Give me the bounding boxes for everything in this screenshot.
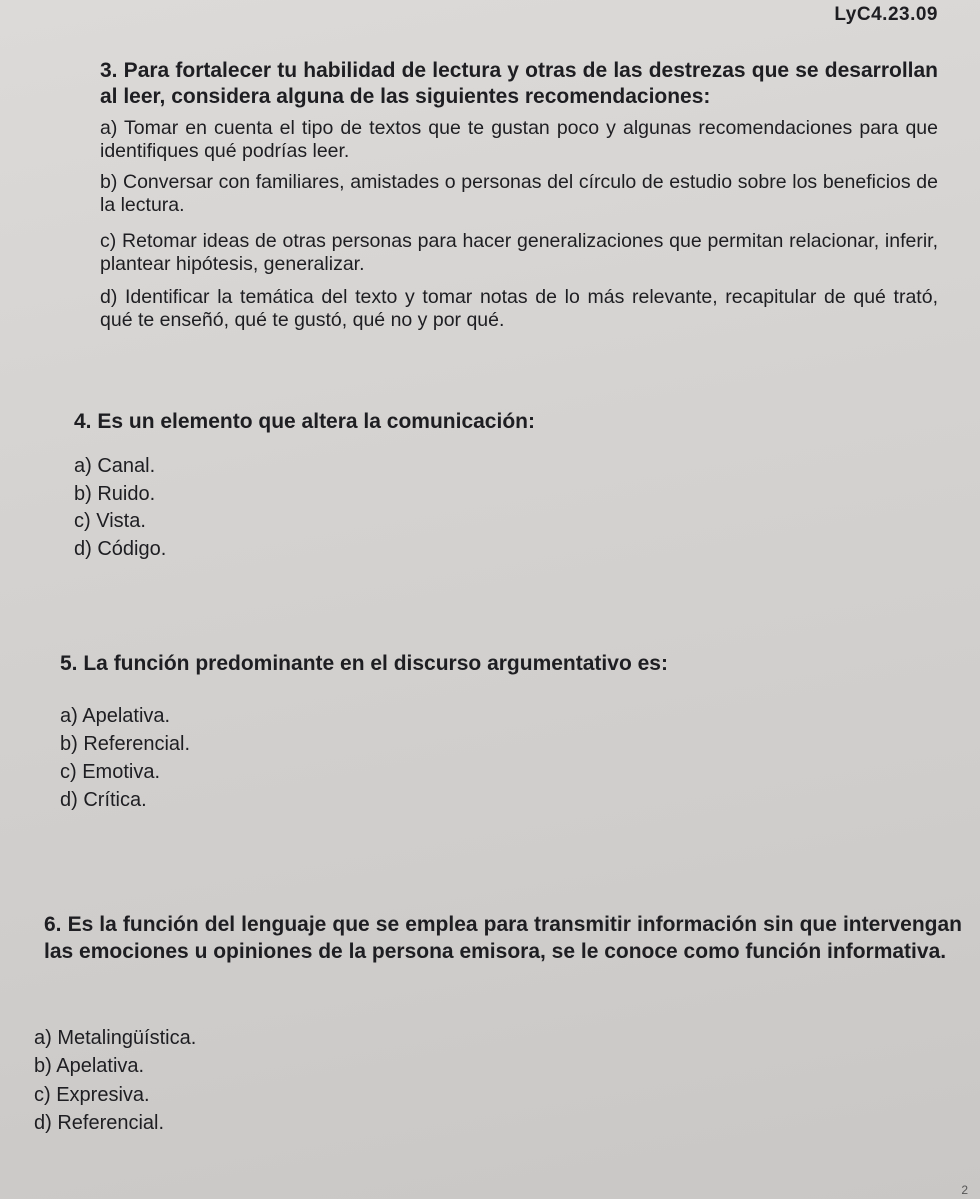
- question-3-item-b: b) Conversar con familiares, amistades o personas del círculo de estudio sobre los beneficios de la lectura.: [100, 171, 938, 216]
- question-4-option-d: d) Código.: [74, 538, 167, 560]
- question-6-option-d: d) Referencial.: [34, 1112, 165, 1134]
- question-5-option-c: c) Emotiva.: [60, 761, 161, 783]
- question-5-option-a: a) Apelativa.: [60, 705, 171, 727]
- page-number: 2: [961, 1183, 968, 1197]
- question-3-title: 3. Para fortalecer tu habilidad de lectura y otras de las destrezas que se desarrollan al leer, considera alguna de las siguientes recomendaciones:: [100, 59, 938, 108]
- question-4-option-a: a) Canal.: [74, 455, 156, 477]
- question-6-option-a: a) Metalingüística.: [34, 1027, 197, 1049]
- question-5-option-b: b) Referencial.: [60, 733, 191, 755]
- question-3-item-a: a) Tomar en cuenta el tipo de textos que te gustan poco y algunas recomendaciones para que identifiques qué podrías leer.: [100, 117, 938, 162]
- question-5-option-d: d) Crítica.: [60, 789, 147, 811]
- question-4-option-c: c) Vista.: [74, 510, 146, 532]
- question-6-option-c: c) Expresiva.: [34, 1084, 150, 1106]
- document-code: LyC4.23.09: [834, 4, 938, 25]
- question-4-title: 4. Es un elemento que altera la comunicación:: [74, 410, 535, 433]
- question-6-option-b: b) Apelativa.: [34, 1055, 145, 1077]
- question-5-title: 5. La función predominante en el discurso argumentativo es:: [60, 652, 668, 675]
- question-4-option-b: b) Ruido.: [74, 483, 156, 505]
- question-3-item-c: c) Retomar ideas de otras personas para hacer generalizaciones que permitan relacionar, inferir, plantear hipótesis, generalizar.: [100, 230, 938, 275]
- question-3-item-d: d) Identificar la temática del texto y tomar notas de lo más relevante, recapitular de qué trató, qué te enseñó, qué te gustó, qué no y por qué.: [100, 286, 938, 331]
- question-6-title: 6. Es la función del lenguaje que se emplea para transmitir información sin que intervengan las emociones u opiniones de la persona emisora, se le conoce como función informativa.: [44, 913, 962, 963]
